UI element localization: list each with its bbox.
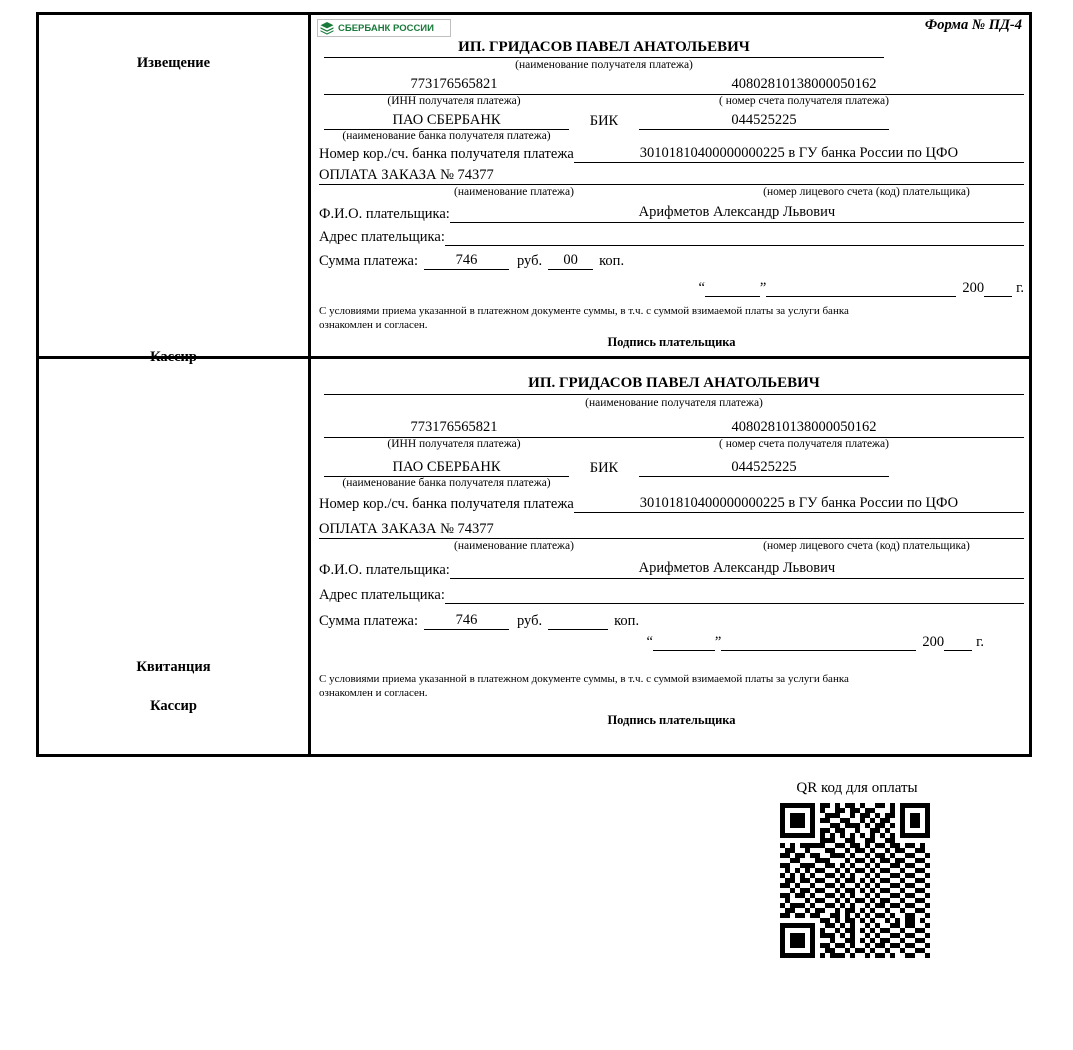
date-day-blank-bottom (653, 650, 715, 651)
date-year-suffix-top: г. (1016, 280, 1024, 297)
date-day-blank-top (705, 296, 760, 297)
form-half-receipt (39, 359, 1029, 754)
date-quote-close-bottom: ” (714, 634, 722, 651)
receipt-right-column (311, 359, 1032, 754)
qr-code-image (780, 803, 935, 958)
caption-row-payment-bottom (319, 540, 1024, 552)
inn-value-bottom: 773176565821 (324, 419, 584, 438)
kop-unit-top: коп. (599, 253, 625, 270)
bik-label-top: БИК (589, 113, 619, 130)
date-year-blank-top (984, 296, 1012, 297)
caption-payment-name-bottom: (наименование платежа) (454, 540, 574, 553)
qr-section (772, 780, 942, 963)
kor-account-row-top (319, 145, 1024, 163)
address-row-bottom (319, 587, 1024, 604)
terms-text-bottom (319, 673, 1024, 701)
sberbank-logo-text: СБЕРБАНК РОССИИ (338, 22, 434, 34)
kor-label-top: Номер кор./сч. банка получателя платежа (319, 146, 574, 163)
date-quote-close-top: ” (759, 280, 767, 297)
caption-row-payment-top (319, 186, 1024, 198)
caption-inn-bottom: (ИНН получателя платежа) (387, 438, 521, 451)
rub-unit-bottom: руб. (517, 613, 543, 630)
date-row-top (319, 280, 1024, 297)
sberbank-mark-icon (319, 21, 335, 35)
payer-row-top (319, 204, 1024, 223)
bik-label-bottom: БИК (589, 460, 619, 477)
terms-text-top (319, 305, 1024, 333)
signature-label-bottom: Подпись плательщика (607, 712, 736, 727)
notice-right-column (311, 15, 1032, 356)
sum-kop-bottom (548, 629, 608, 630)
sum-rub-bottom: 746 (424, 612, 509, 630)
kop-unit-bottom: коп. (614, 613, 640, 630)
sum-rub-top: 746 (424, 252, 509, 270)
terms-line1-bottom: С условиями приема указанной в платежном документе суммы, в т.ч. с суммой взимаемой платы за услуги банка (319, 673, 849, 686)
bank-bik-row-bottom (324, 459, 1024, 477)
date-year-bottom: 200 (922, 634, 945, 651)
date-row-bottom (319, 634, 984, 651)
caption-inn-top: (ИНН получателя платежа) (387, 94, 521, 107)
date-quote-open-top: “ (698, 280, 705, 297)
account-value-top: 40802810138000050162 (584, 76, 1024, 95)
address-row-top (319, 229, 1024, 246)
address-label-top: Адрес плательщика: (319, 229, 445, 246)
caption-bank-name-bottom: (наименование банка получателя платежа) (342, 477, 551, 490)
kor-account-row-bottom (319, 495, 1024, 513)
payer-name-top: Арифметов Александр Львович (450, 204, 1024, 223)
caption-bank-name-top: (наименование банка получателя платежа) (342, 130, 551, 143)
recipient-name-top: ИП. ГРИДАСОВ ПАВЕЛ АНАТОЛЬЕВИЧ (324, 39, 884, 58)
date-year-top: 200 (962, 280, 985, 297)
inn-account-row-top (324, 76, 1024, 108)
payer-row-bottom (319, 560, 1024, 579)
caption-account-top: ( номер счета получателя платежа) (719, 94, 889, 107)
kor-value-top: 30101810400000000225 в ГУ банка России по ЦФО (574, 145, 1024, 163)
form-number: Форма № ПД-4 (924, 17, 1022, 33)
date-quote-open-bottom: “ (646, 634, 653, 651)
caption-personal-account-bottom: (номер лицевого счета (код) плательщика) (763, 540, 970, 553)
kor-value-bottom: 30101810400000000225 в ГУ банка России по ЦФО (574, 495, 1024, 513)
address-value-bottom (445, 602, 1024, 604)
form-half-notice (39, 15, 1029, 365)
caption-recipient-name-top: (наименование получателя платежа) (515, 59, 693, 71)
caption-payment-name-top: (наименование платежа) (454, 186, 574, 199)
payer-name-bottom: Арифметов Александр Львович (450, 560, 1024, 579)
sum-row-bottom (319, 612, 1024, 630)
kor-label-bottom: Номер кор./сч. банка получателя платежа (319, 496, 574, 513)
bank-name-top: ПАО СБЕРБАНК (324, 112, 569, 130)
date-month-blank-top (766, 296, 956, 297)
account-value-bottom: 40802810138000050162 (584, 419, 1024, 438)
bank-bik-row-top (324, 112, 1024, 130)
sum-row-top (319, 252, 1024, 270)
inn-value-top: 773176565821 (324, 76, 584, 95)
sum-label-bottom: Сумма платежа: (319, 613, 418, 630)
bik-value-top: 044525225 (639, 112, 889, 130)
terms-line1-top: С условиями приема указанной в платежном документе суммы, в т.ч. с суммой взимаемой платы за услуги банка (319, 305, 849, 318)
payer-label-bottom: Ф.И.О. плательщика: (319, 562, 450, 579)
label-cashier-top: Кассир (150, 349, 197, 365)
recipient-name-bottom: ИП. ГРИДАСОВ ПАВЕЛ АНАТОЛЬЕВИЧ (324, 375, 1024, 395)
payer-label-top: Ф.И.О. плательщика: (319, 206, 450, 223)
date-year-suffix-bottom: г. (976, 634, 984, 651)
rub-unit-top: руб. (517, 253, 543, 270)
inn-account-row-bottom (324, 419, 1024, 451)
caption-account-bottom: ( номер счета получателя платежа) (719, 438, 889, 451)
receipt-left-column (39, 359, 311, 754)
label-receipt: Квитанция (136, 658, 211, 675)
bik-value-bottom: 044525225 (639, 459, 889, 477)
address-label-bottom: Адрес плательщика: (319, 587, 445, 604)
payment-name-bottom: ОПЛАТА ЗАКАЗА № 74377 (319, 521, 1024, 539)
bank-name-bottom: ПАО СБЕРБАНК (324, 459, 569, 477)
signature-label-top: Подпись плательщика (607, 334, 736, 349)
date-month-blank-bottom (721, 650, 916, 651)
caption-personal-account-top: (номер лицевого счета (код) плательщика) (763, 186, 970, 199)
notice-left-column (39, 15, 311, 365)
address-value-top (445, 244, 1024, 246)
qr-title: QR код для оплаты (796, 780, 918, 796)
label-notice: Извещение (136, 55, 211, 71)
sum-kop-top: 00 (548, 252, 593, 270)
terms-line2-top: ознакомлен и согласен. (319, 319, 428, 332)
terms-line2-bottom: ознакомлен и согласен. (319, 686, 428, 699)
payment-name-top: ОПЛАТА ЗАКАЗА № 74377 (319, 167, 1024, 185)
caption-recipient-name-bottom: (наименование получателя платежа) (585, 396, 763, 409)
date-year-blank-bottom (944, 650, 972, 651)
payment-form (36, 12, 1032, 757)
label-cashier-bottom: Кассир (150, 697, 197, 714)
sberbank-logo (317, 19, 451, 37)
sum-label-top: Сумма платежа: (319, 253, 418, 270)
